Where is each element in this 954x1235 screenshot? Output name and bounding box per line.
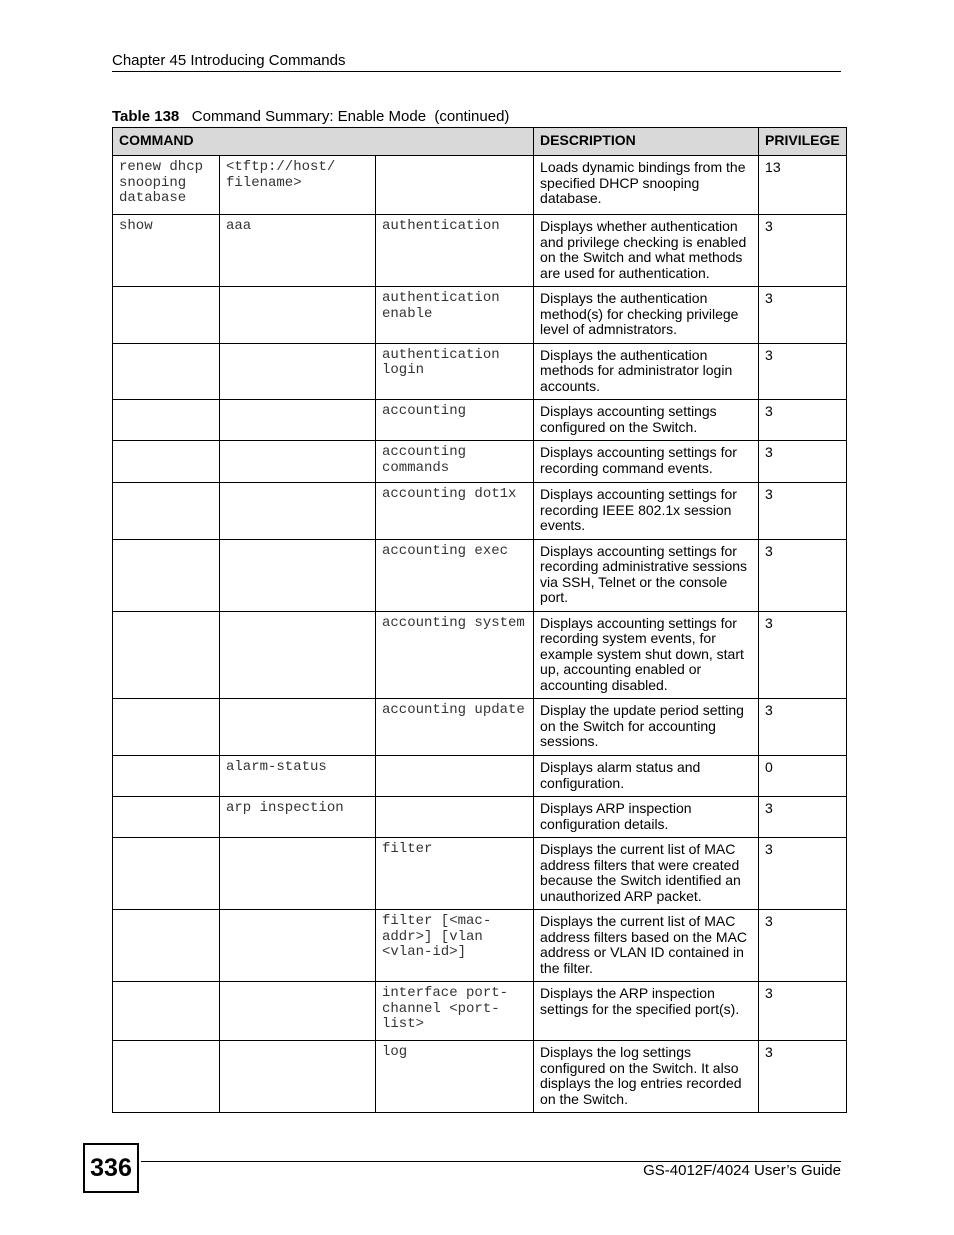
table-row: [113, 483, 847, 540]
description-cell: Displays alarm status and configuration.: [534, 756, 759, 797]
table-row: [113, 611, 847, 699]
table-row: [113, 343, 847, 400]
argument-cell: accounting exec: [376, 539, 534, 611]
table-row: [113, 156, 847, 215]
subcommand-cell: [220, 483, 376, 540]
table-row: [113, 441, 847, 483]
command-cell: [113, 982, 220, 1041]
command-cell: [113, 699, 220, 756]
header-divider: [112, 71, 841, 72]
subcommand-cell: [220, 539, 376, 611]
table-row: [113, 838, 847, 910]
subcommand-cell: arp inspection: [220, 797, 376, 838]
table-row: [113, 982, 847, 1041]
description-cell: Displays the authentication methods for administrator login accounts.: [534, 343, 759, 400]
argument-cell: authentication enable: [376, 287, 534, 344]
argument-cell: accounting commands: [376, 441, 534, 483]
subcommand-cell: [220, 400, 376, 441]
command-cell: [113, 756, 220, 797]
privilege-cell: 0: [759, 756, 847, 797]
privilege-cell: 3: [759, 838, 847, 910]
argument-cell: filter [<mac-addr>] [vlan <vlan-id>]: [376, 910, 534, 982]
argument-cell: accounting update: [376, 699, 534, 756]
command-cell: [113, 838, 220, 910]
privilege-cell: 3: [759, 343, 847, 400]
chapter-header: Chapter 45 Introducing Commands: [112, 52, 346, 69]
description-cell: Displays the authentication method(s) for checking privilege level of admnistrators.: [534, 287, 759, 344]
table-row: [113, 400, 847, 441]
privilege-cell: 3: [759, 982, 847, 1041]
privilege-cell: 3: [759, 699, 847, 756]
guide-title: GS-4012F/4024 User’s Guide: [643, 1162, 841, 1179]
argument-cell: log: [376, 1041, 534, 1113]
table-row: [113, 1041, 847, 1113]
argument-cell: [376, 756, 534, 797]
description-cell: Displays the ARP inspection settings for the specified port(s).: [534, 982, 759, 1041]
table-row: [113, 797, 847, 838]
table-header-row: [113, 128, 847, 156]
privilege-cell: 3: [759, 1041, 847, 1113]
column-header-command: COMMAND: [113, 128, 534, 156]
command-cell: renew dhcp snooping database: [113, 156, 220, 215]
description-cell: Displays the current list of MAC address filters based on the MAC address or VLAN ID contained in the filter.: [534, 910, 759, 982]
subcommand-cell: [220, 1041, 376, 1113]
privilege-cell: 3: [759, 797, 847, 838]
command-cell: [113, 441, 220, 483]
description-cell: Displays accounting settings for recording command events.: [534, 441, 759, 483]
table-row: [113, 910, 847, 982]
subcommand-cell: [220, 441, 376, 483]
subcommand-cell: aaa: [220, 215, 376, 287]
description-cell: Loads dynamic bindings from the specified DHCP snooping database.: [534, 156, 759, 215]
command-summary-table: [112, 127, 847, 1113]
subcommand-cell: [220, 699, 376, 756]
description-cell: Displays ARP inspection configuration details.: [534, 797, 759, 838]
subcommand-cell: [220, 343, 376, 400]
privilege-cell: 3: [759, 910, 847, 982]
argument-cell: interface port-channel <port-list>: [376, 982, 534, 1041]
description-cell: Display the update period setting on the Switch for accounting sessions.: [534, 699, 759, 756]
command-cell: [113, 539, 220, 611]
table-row: [113, 539, 847, 611]
page-number: 336: [83, 1143, 139, 1193]
argument-cell: filter: [376, 838, 534, 910]
description-cell: Displays the log settings configured on the Switch. It also displays the log entries recorded on the Switch.: [534, 1041, 759, 1113]
subcommand-cell: alarm-status: [220, 756, 376, 797]
privilege-cell: 3: [759, 483, 847, 540]
command-cell: [113, 400, 220, 441]
privilege-cell: 13: [759, 156, 847, 215]
table-caption-text: Command Summary: Enable Mode (continued): [191, 108, 510, 125]
description-cell: Displays accounting settings for recording administrative sessions via SSH, Telnet or the console port.: [534, 539, 759, 611]
privilege-cell: 3: [759, 539, 847, 611]
description-cell: Displays whether authentication and privilege checking is enabled on the Switch and what methods are used for authentication.: [534, 215, 759, 287]
table-row: [113, 287, 847, 344]
subcommand-cell: [220, 287, 376, 344]
description-cell: Displays accounting settings for recording system events, for example system shut down, start up, accounting enabled or accounting disabled.: [534, 611, 759, 699]
table-caption: [112, 108, 509, 125]
argument-cell: [376, 797, 534, 838]
privilege-cell: 3: [759, 215, 847, 287]
description-cell: Displays accounting settings configured on the Switch.: [534, 400, 759, 441]
privilege-cell: 3: [759, 400, 847, 441]
command-cell: show: [113, 215, 220, 287]
subcommand-cell: [220, 910, 376, 982]
subcommand-cell: [220, 611, 376, 699]
argument-cell: accounting dot1x: [376, 483, 534, 540]
subcommand-cell: [220, 838, 376, 910]
privilege-cell: 3: [759, 611, 847, 699]
table-caption-label: Table 138: [112, 108, 180, 125]
table-row: [113, 215, 847, 287]
table-row: [113, 699, 847, 756]
description-cell: Displays the current list of MAC address filters that were created because the Switch identified an unauthorized ARP packet.: [534, 838, 759, 910]
command-cell: [113, 287, 220, 344]
subcommand-cell: <tftp://host/ filename>: [220, 156, 376, 215]
argument-cell: accounting system: [376, 611, 534, 699]
command-cell: [113, 910, 220, 982]
column-header-privilege: PRIVILEGE: [759, 128, 847, 156]
column-header-description: DESCRIPTION: [534, 128, 759, 156]
subcommand-cell: [220, 982, 376, 1041]
argument-cell: accounting: [376, 400, 534, 441]
table-row: [113, 756, 847, 797]
description-cell: Displays accounting settings for recording IEEE 802.1x session events.: [534, 483, 759, 540]
command-cell: [113, 343, 220, 400]
privilege-cell: 3: [759, 441, 847, 483]
argument-cell: authentication login: [376, 343, 534, 400]
argument-cell: [376, 156, 534, 215]
argument-cell: authentication: [376, 215, 534, 287]
command-cell: [113, 611, 220, 699]
command-cell: [113, 1041, 220, 1113]
privilege-cell: 3: [759, 287, 847, 344]
command-cell: [113, 797, 220, 838]
command-cell: [113, 483, 220, 540]
